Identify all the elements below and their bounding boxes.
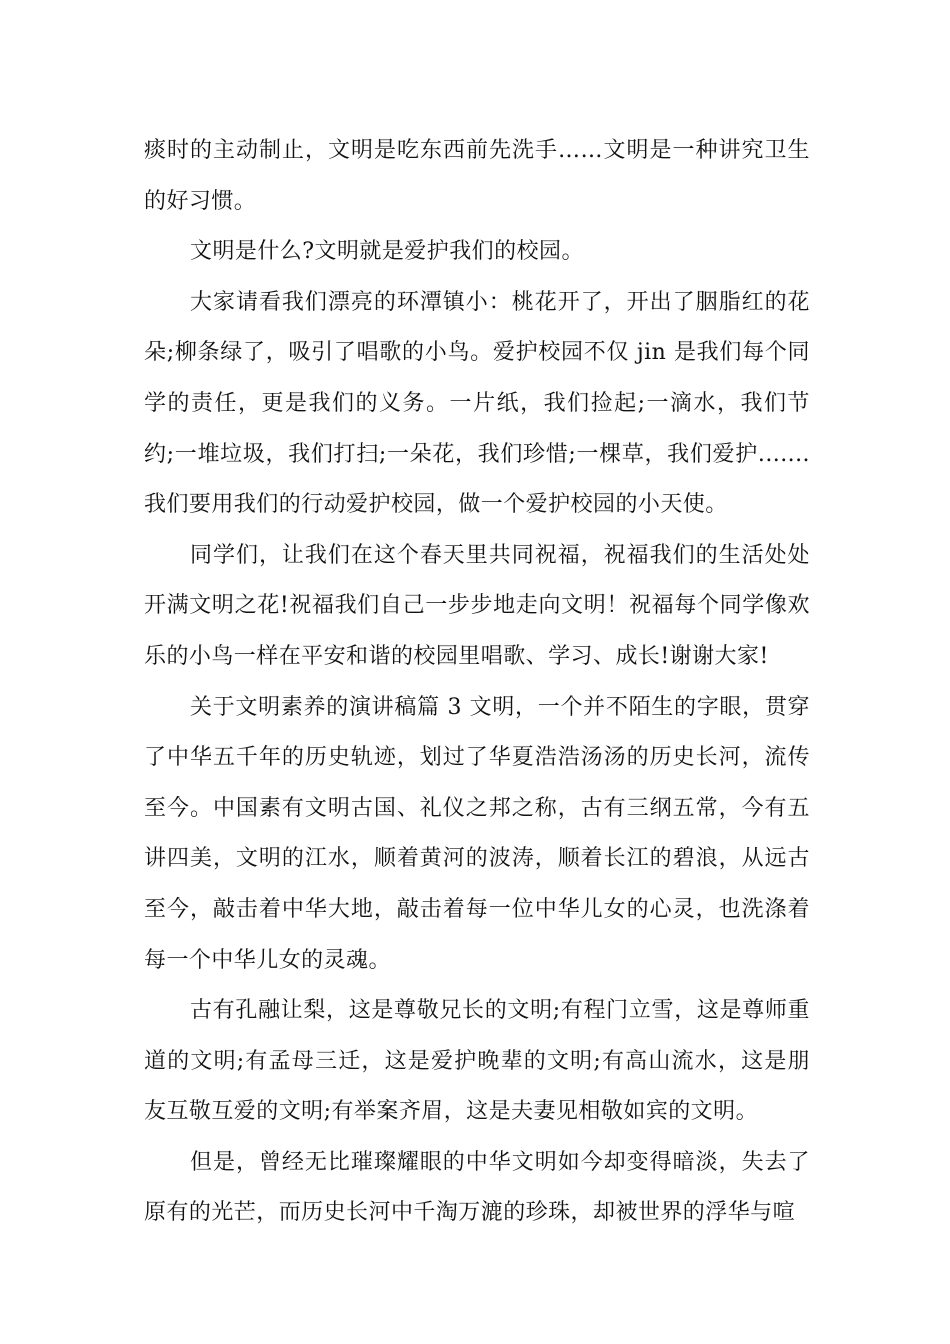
paragraph-6: 古有孔融让梨，这是尊敬兄长的文明;有程门立雪，这是尊师重道的文明;有孟母三迁，这是爱护晚辈的文明;有高山流水，这是朋友互敬互爱的文明;有举案齐眉，这是夫妻见相敬如宾的文明。: [144, 998, 810, 1125]
paragraph-7: 但是，曾经无比璀璨耀眼的中华文明如今却变得暗淡，失去了原有的光芒，而历史长河中千淘万漉的珍珠，却被世界的浮华与喧: [144, 1149, 810, 1226]
paragraph-5: 关于文明素养的演讲稿篇 3 文明，一个并不陌生的字眼，贯穿了中华五千年的历史轨迹，划过了华夏浩浩汤汤的历史长河，流传至今。中国素有文明古国、礼仪之邦之称，古有三纲五常，今有五讲四美，文明的江水，顺着黄河的波涛，顺着长江的碧浪，从远古至今，敲击着中华大地，敲击着每一位中华儿女的心灵，也洗涤着每一个中华儿女的灵魂。: [144, 694, 810, 973]
paragraph-4: 同学们，让我们在这个春天里共同祝福，祝福我们的生活处处开满文明之花!祝福我们自己一步步地走向文明！祝福每个同学像欢乐的小鸟一样在平安和谐的校园里唱歌、学习、成长!谢谢大家!: [144, 542, 810, 669]
document-body: [144, 126, 810, 1239]
paragraph-3: 大家请看我们漂亮的环潭镇小：桃花开了，开出了胭脂红的花朵;柳条绿了，吸引了唱歌的小鸟。爱护校园不仅 jin 是我们每个同学的责任，更是我们的义务。一片纸，我们捡起;一滴水，我们节约;一堆垃圾，我们打扫;一朵花，我们珍惜;一棵草，我们爱护.......我们要用我们的行动爱护校园，做一个爱护校园的小天使。: [144, 289, 810, 518]
paragraph-1: 痰时的主动制止，文明是吃东西前先洗手……文明是一种讲究卫生的好习惯。: [144, 138, 810, 214]
paragraph-2: 文明是什么?文明就是爱护我们的校园。: [190, 239, 584, 265]
